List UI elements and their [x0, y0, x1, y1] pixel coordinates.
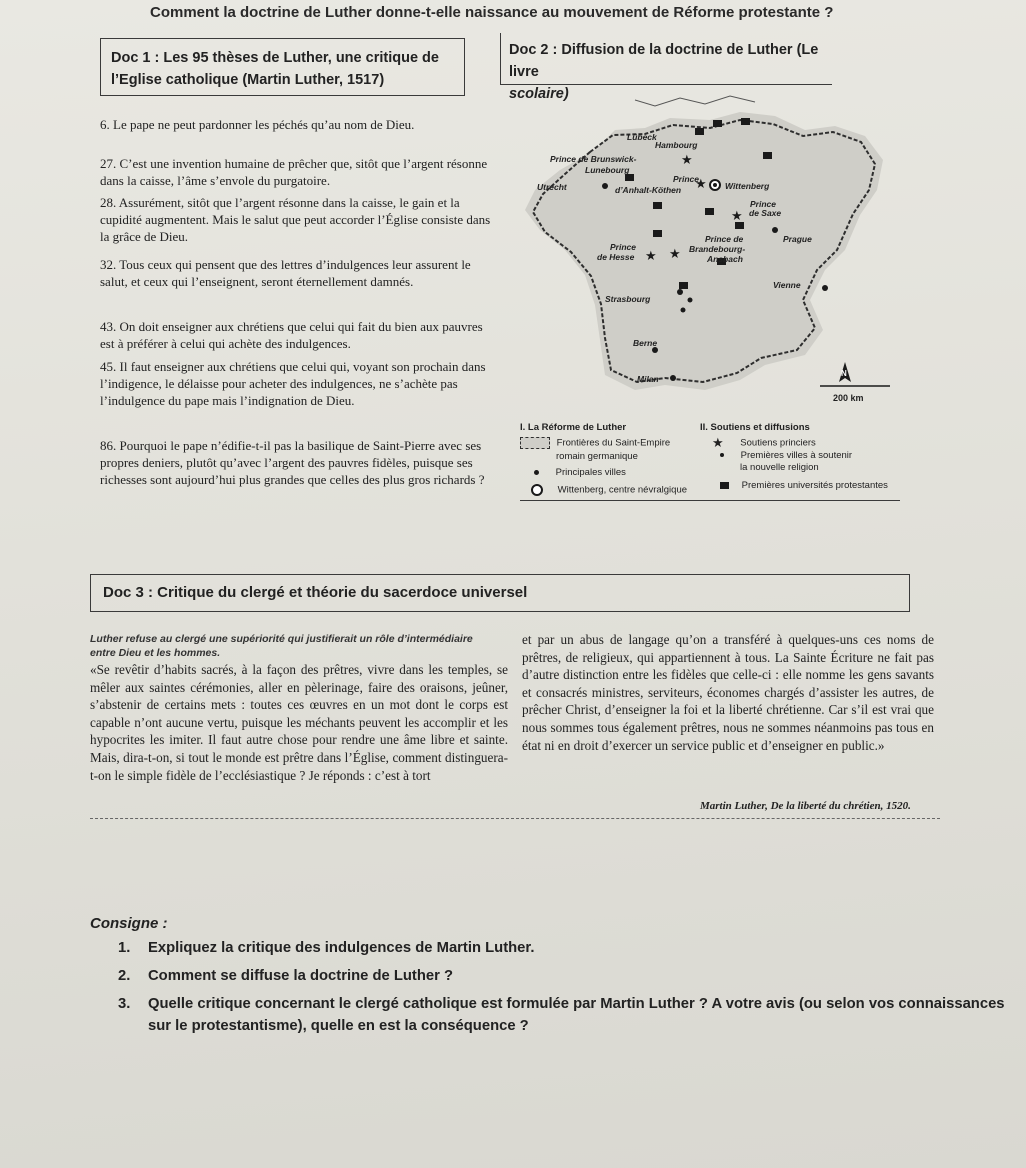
label-utrecht: Utrecht	[537, 182, 567, 192]
legend-wittenberg	[520, 484, 687, 496]
legend-princes	[712, 435, 816, 451]
star-icon: ★	[712, 435, 724, 450]
coastline	[635, 96, 755, 106]
legend-universities	[720, 480, 888, 491]
legend-wittenberg-label: Wittenberg, centre névralgique	[557, 484, 688, 496]
small-dot-icon	[720, 453, 724, 457]
reformation-map	[505, 90, 900, 420]
legend-universities-label: Premières universités protestantes	[741, 480, 888, 491]
legend-princes-label: Soutiens princiers	[740, 437, 816, 449]
label-anhalt-1: Prince	[673, 174, 699, 184]
question-3	[118, 993, 1008, 1037]
label-hesse-2: de Hesse	[597, 252, 635, 262]
north-label: N	[841, 369, 847, 378]
label-brunswick-1: Prince de Brunswick-	[550, 154, 637, 164]
thesis-43: 43. On doit enseigner aux chrétiens que celui qui fait du bien aux pauvres est à préférer à celui qui achète des indulgences.	[100, 319, 483, 351]
label-hesse-1: Prince	[610, 242, 636, 252]
doc1-heading	[100, 38, 465, 96]
question-1	[118, 937, 978, 959]
label-brunswick-2: Lunebourg	[585, 165, 630, 175]
label-saxe-1: Prince	[750, 199, 776, 209]
label-lubeck: Lübeck	[627, 132, 657, 142]
question-2	[118, 965, 978, 987]
doc3-heading: Doc 3 : Critique du clergé et théorie du sacerdoce universel	[90, 574, 910, 612]
label-berne: Berne	[633, 338, 658, 348]
doc2-heading-line1: Doc 2 : Diffusion de la doctrine de Luther (Le livre	[509, 42, 819, 80]
label-anhalt-2: d’Anhalt-Köthen	[615, 185, 682, 195]
svg-text:★: ★	[695, 177, 707, 192]
legend-first-cities	[720, 450, 852, 461]
scale-label: 200 km	[833, 393, 864, 403]
legend-frontiers-1: Frontières du Saint-Empire	[556, 437, 671, 449]
label-wittenberg: Wittenberg	[725, 181, 770, 191]
doc3-divider	[90, 818, 940, 819]
doc3-intro: Luther refuse au clergé une supériorité qui justifierait un rôle d’intermédiaire entre Dieu et les hommes.	[90, 633, 473, 659]
frontier-swatch	[520, 437, 550, 449]
svg-text:★: ★	[731, 209, 743, 224]
legend-frontiers-2: romain germanique	[556, 451, 638, 462]
wittenberg-circle-icon	[531, 484, 543, 496]
university-square-icon	[720, 482, 729, 489]
thesis-86: 86. Pourquoi le pape n’édifie-t-il pas la basilique de Saint-Pierre avec ses propres deniers, plutôt qu’avec l’argent des pauvres fidèles, puisque ses richesses sont aujourd’hui plus grandes que celles des plus gros richards ?	[100, 438, 485, 487]
label-vienne: Vienne	[773, 280, 801, 290]
question-2-number: 2.	[118, 968, 131, 984]
page-title: Comment la doctrine de Luther donne-t-elle naissance au mouvement de Réforme protestante ?	[150, 4, 834, 21]
thesis-32: 32. Tous ceux qui pensent que des lettres d’indulgences leur assurent le salut, et ceux qui l’enseignent, seront éternellement damnés.	[100, 257, 471, 289]
map-legend	[520, 420, 900, 510]
legend-cities-label: Principales villes	[555, 467, 626, 478]
consigne-label: Consigne :	[90, 915, 168, 932]
question-2-text: Comment se diffuse la doctrine de Luther ?	[148, 968, 454, 984]
legend-section-1: I. La Réforme de Luther	[520, 422, 627, 433]
legend-frontiers	[520, 437, 670, 449]
doc3-source: Martin Luther, De la liberté du chrétien, 1520.	[700, 800, 911, 812]
question-3-text: Quelle critique concernant le clergé catholique est formulée par Martin Luther ? A votre avis (ou selon vos connaissances sur le protestantisme), quelle en est la conséquence ?	[148, 996, 1005, 1034]
label-brandebourg-1: Prince de	[705, 234, 744, 244]
label-strasbourg: Strasbourg	[605, 294, 651, 304]
doc3-quote-left: «Se revêtir d’habits sacrés, à la façon des prêtres, vivre dans les temples, se mêler aux saintes cérémonies, aller en pèlerinage, faire des oraisons, jeûner, s’abstenir de certains mets : toutes ces œuvres en un mot dont le corps est capable n’ont aucune vertu, puisque les méchants peuvent les accomplir et les hypocrites les imiter. Il faut autre chose pour rendre une âme libre et sainte. Mais, dira-t-on, si tout le monde est prêtre dans l’Église, comment distinguera-t-on le simple fidèle de l’ecclésiastique ? Je réponds : c’est à tort	[90, 662, 508, 783]
label-milan: Milan	[637, 374, 659, 384]
thesis-45: 45. Il faut enseigner aux chrétiens que celui qui, voyant son prochain dans l’indigence, le délaisse pour acheter des indulgences, ne s’achète pas l’indulgence du pape mais l’indignation de Dieu.	[100, 359, 486, 408]
svg-text:★: ★	[669, 247, 681, 262]
question-1-text: Expliquez la critique des indulgences de Martin Luther.	[148, 940, 535, 956]
svg-text:★: ★	[645, 249, 657, 264]
label-brandebourg-3: Ansbach	[707, 254, 743, 264]
city-dot-icon	[534, 470, 539, 475]
label-saxe-2: de Saxe	[749, 208, 782, 218]
legend-rule	[520, 500, 900, 501]
thesis-28: 28. Assurément, sitôt que l’argent résonne dans la caisse, le gain et la cupidité augmentent. Mais le salut que peut accorder l’Église consiste dans la grâce de Dieu.	[100, 195, 491, 244]
question-3-number: 3.	[118, 996, 131, 1012]
label-brandebourg-2: Brandebourg-	[689, 244, 746, 254]
legend-first-cities-1: Premières villes à soutenir	[740, 450, 853, 461]
label-prague: Prague	[783, 234, 812, 244]
legend-section-2: II. Soutiens et diffusions	[700, 422, 810, 433]
legend-cities	[520, 467, 626, 478]
doc1-heading-line1: Doc 1 : Les 95 thèses de Luther, une critique de	[111, 50, 439, 66]
thesis-6: 6. Le pape ne peut pardonner les péchés qu’au nom de Dieu.	[100, 117, 415, 132]
svg-text:★: ★	[681, 153, 693, 168]
legend-first-cities-2: la nouvelle religion	[740, 462, 819, 473]
label-hambourg: Hambourg	[655, 140, 698, 150]
question-1-number: 1.	[118, 940, 131, 956]
doc2-heading-line2: scolaire)	[509, 86, 569, 102]
doc1-heading-line2: l’Eglise catholique (Martin Luther, 1517)	[111, 72, 385, 88]
doc3-quote-right: et par un abus de langage qu’on a transféré à quelques-uns ces noms de prêtres, de religieux, qui appartiennent à tous. La Sainte Écriture ne fait pas d’autre distinction entre les fidèles que celle-ci : elle nomme les gens savants et consacrés ministres, serviteurs, économes chargés d’assister les autres, de prêcher Christ, d’enseigner la foi et la liberté chrétienne. Car s’il est vrai que nous sommes tous également prêtres, nous ne sommes néanmoins pas tous en état ni en droit d’exercer un service public et d’enseigner en public.»	[522, 632, 934, 753]
doc2-heading	[500, 33, 832, 102]
thesis-27: 27. C’est une invention humaine de prêcher que, sitôt que l’argent résonne dans la caisse, l’âme s’envole du purgatoire.	[100, 156, 488, 188]
